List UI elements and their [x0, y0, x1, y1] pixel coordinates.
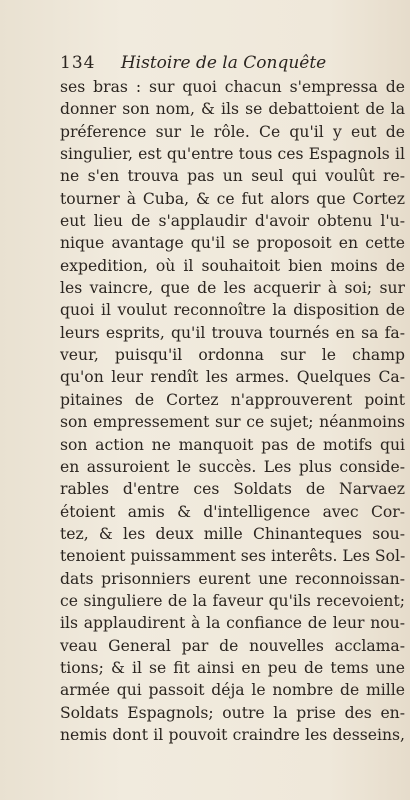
text-line: Soldats Espagnols; outre la prise des en- — [60, 703, 405, 722]
text-line: en assuroient le succès. Les plus conside- — [60, 457, 405, 476]
text-line: rables d'entre ces Soldats de Narvaez — [60, 480, 405, 499]
text-line: quoi il voulut reconnoître la disposition de — [60, 301, 405, 320]
running-head — [60, 52, 360, 74]
text-line: singulier, est qu'entre tous ces Espagnols il — [60, 145, 405, 164]
body-text — [60, 76, 405, 746]
text-line: qu'on leur rendît les armes. Quelques Ca- — [60, 368, 405, 387]
text-line: étoient amis & d'intelligence avec Cor- — [60, 502, 405, 521]
text-line: armée qui passoit déja le nombre de mille — [60, 681, 405, 700]
text-line: préference sur le rôle. Ce qu'il y eut de — [60, 122, 405, 141]
text-line: ce singuliere de la faveur qu'ils recevoient; — [60, 591, 405, 610]
text-line: tions; & il se fit ainsi en peu de tems une — [60, 658, 405, 677]
text-line: tez, & les deux mille Chinanteques sou- — [60, 524, 405, 543]
text-line: donner son nom, & ils se debattoient de la — [60, 100, 405, 119]
page-number: 134 — [60, 53, 96, 73]
running-title: Histoire de la Conquête — [120, 53, 327, 73]
text-line: leurs esprits, qu'il trouva tournés en sa fa- — [60, 323, 405, 342]
text-line: ils applaudirent à la confiance de leur nou- — [60, 614, 405, 633]
text-line: ne s'en trouva pas un seul qui voulût re- — [60, 167, 405, 186]
text-line: nemis dont il pouvoit craindre les desseins, — [60, 725, 405, 744]
text-line: dats prisonniers eurent une reconnoissan- — [60, 569, 405, 588]
text-line: nique avantage qu'il se proposoit en cette — [60, 234, 405, 253]
text-line: tourner à Cuba, & ce fut alors que Cortez — [60, 189, 405, 208]
text-line: tenoient puissamment ses interêts. Les Sol- — [60, 547, 406, 566]
text-line: les vaincre, que de les acquerir à soi; sur — [60, 279, 405, 298]
text-line: veau General par de nouvelles acclama- — [60, 636, 405, 655]
text-line: eut lieu de s'applaudir d'avoir obtenu l'u- — [60, 212, 405, 231]
text-line: son action ne manquoit pas de motifs qui — [60, 435, 405, 454]
text-line: son empressement sur ce sujet; néanmoins — [60, 413, 405, 432]
text-line: pitaines de Cortez n'approuverent point — [60, 390, 405, 409]
text-line: ses bras : sur quoi chacun s'empressa de — [60, 78, 405, 96]
text-line: expedition, où il souhaitoit bien moins de — [60, 256, 405, 275]
text-line: veur, puisqu'il ordonna sur le champ — [60, 346, 405, 365]
